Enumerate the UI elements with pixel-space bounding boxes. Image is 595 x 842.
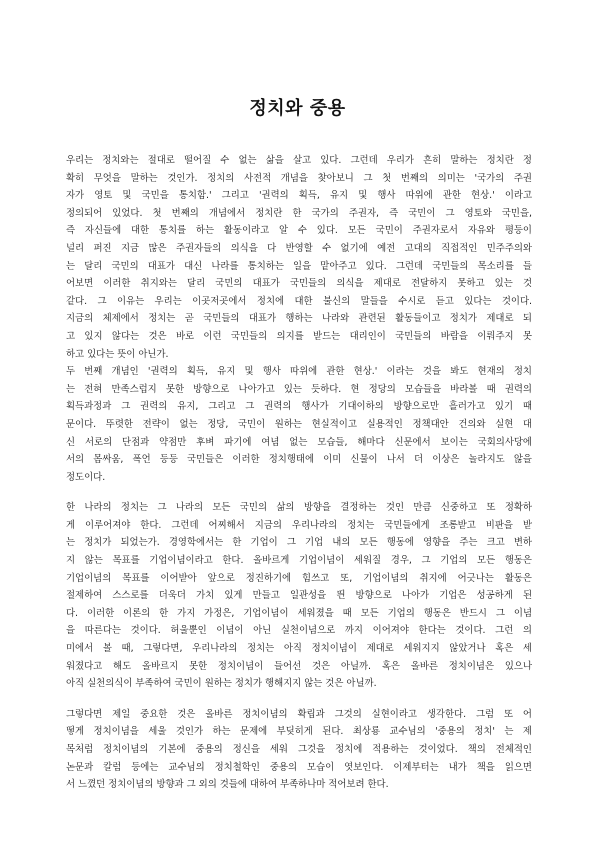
page-title: 정치와 중용 [249,98,346,119]
text-line: 워졌다고 해도 올바르지 못한 정치이념이 들어선 것은 아닐까. 혹은 올바른 정치이념은 있으나 [66,660,532,672]
text-line: 정의되어 있었다. 첫 번째의 개념에서 정치란 한 국가의 주권자, 즉 국민이 그 영토와 국민을, [66,207,532,219]
text-line: 확히 무엇을 말하는 것인가. 정치의 사전적 개념을 찾아보니 그 첫 번째의 의미는 '국가의 주권 [66,172,532,184]
paragraph-1 [66,152,532,486]
text-line: 한 나라의 정치는 그 나라의 모든 국민의 삶의 방향을 결정하는 것인 만큼 신중하고 또 정확하 [66,502,532,514]
text-line: 서 느꼈던 정치이념의 방향과 그 외의 것들에 대하여 부족하나마 적어보려 한다. [66,779,389,791]
text-line: 우리는 정치와는 절대로 떨어질 수 없는 삶을 살고 있다. 그런데 우리가 흔히 말하는 정치란 정 [66,155,532,166]
text-line: 기업이념의 목표를 이어받아 앞으로 정진하기에 힘쓰고 또, 기업이념의 취지에 어긋나는 활동은 [66,572,532,584]
text-line: 서의 몸싸움, 폭언 등등 국민들은 이러한 정치행태에 이미 신물이 나서 더 이상은 놀라지도 않을 [66,454,532,466]
text-line: 지 않는 목표를 기업이념이라고 한다. 올바르게 기업이념이 세워질 경우, 그 기업의 모든 행동은 [66,555,532,567]
document-body [66,152,532,794]
text-line: 논문과 칼럼 등에는 교수님의 정치철학인 중용의 모습이 엿보인다. 이제부터는 내가 책을 읽으면 [66,761,532,773]
text-line: 문이다. 뚜렷한 전략이 없는 정당, 국민이 원하는 현실적이고 실용적인 정책대안 건의와 실현 대 [66,418,532,430]
text-line: 자가 영토 및 국민을 통치함.' 그리고 '권력의 획득, 유지 및 행사 따위에 관한 현상.' 이라고 [66,190,532,202]
text-line: 절제하여 스스로를 더욱더 가치 있게 만들고 일관성을 띈 방향으로 나아가 기업은 성공하게 된 [66,590,532,602]
text-line: 즉 자신들에 대한 통치를 하는 활동이라고 알 수 있다. 모든 국민이 주권자로서 자유와 평등이 [66,225,532,237]
text-line: 떻게 정치이념을 세울 것인가 하는 문제에 부딪히게 된다. 최상룡 교수님의 '중용의 정치' 는 제 [66,726,532,738]
text-line: 하고 있다는 뜻이 아닌가. [66,348,169,360]
paragraph-3 [66,706,532,794]
text-line: 널리 퍼진 지금 많은 주권자들의 의식을 다 반영할 수 없기에 예전 고대의 직접적인 민주주의와 [66,242,532,254]
text-line: 게 이루어져야 한다. 그런데 어찌해서 지금의 우리나라의 정치는 국민들에게 조롱받고 비판을 받 [66,519,532,531]
text-line: 고 있지 않다는 것은 바로 이런 국민들의 의지를 받드는 대리인이 국민들의 바람을 이뤄주지 못 [66,330,532,342]
text-line: 아직 실천의식이 부족하여 국민이 원하는 정치가 행해지지 않는 것은 아닐까. [66,678,377,690]
text-line: 어보면 이러한 취지와는 달리 국민의 대표가 국민들의 의식을 제대로 전달하지 못하고 있는 것 [66,278,532,290]
paragraph-2 [66,499,532,693]
text-line: 같다. 그 이유는 우리는 이곳저곳에서 정치에 대한 불신의 말들을 수시로 듣고 있다는 것이다. [66,295,532,307]
text-line: 정도이다. [66,471,106,483]
text-line: 다. 이러한 이론의 한 가지 가정은, 기업이념이 세워졌을 때 모든 기업의 행동은 반드시 그 이념 [66,607,532,619]
text-line: 미에서 볼 때, 그렇다면, 우리나라의 정치는 아직 정치이념이 제대로 세워지지 않았거나 혹은 세 [66,643,532,655]
text-line: 두 번째 개념인 '권력의 획득, 유지 및 행사 따위에 관한 현상.' 이라는 것을 봐도 현재의 정치 [66,366,532,378]
text-line: 는 전혀 만족스럽지 못한 방향으로 나아가고 있는 듯하다. 현 정당의 모습들을 바라볼 때 권력의 [66,383,532,395]
text-line: 지금의 체제에서 정치는 곧 국민들의 대표가 행하는 나라와 관련된 활동들이고 정치가 제대로 되 [66,313,532,325]
paragraph-spacer [66,486,532,499]
text-line: 는 달리 국민의 대표가 대신 나라를 통치하는 일을 맡아주고 있다. 그런데 국민들의 목소리를 들 [66,260,532,272]
text-line: 을 따른다는 것이다. 허울뿐인 이념이 아닌 실천이념으로 까지 이어져야 한다는 것이다. 그런 의 [66,625,532,637]
text-line: 그렇다면 제일 중요한 것은 올바른 정치이념의 확립과 그것의 실현이라고 생각한다. 그럼 또 어 [66,708,532,720]
text-line: 신 서로의 단점과 약점만 후벼 파기에 여념 없는 모습들, 해마다 신문에서 보이는 국회의사당에 [66,436,532,448]
text-line: 획득과정과 그 권력의 유지, 그리고 그 권력의 행사가 기대이하의 방향으로만 흘러가고 있기 때 [66,401,532,413]
paragraph-spacer [66,693,532,706]
text-line: 목처럼 정치이념의 기본에 중용의 정신을 세워 그것을 정치에 적용하는 것이었다. 책의 전체적인 [66,744,532,755]
text-line: 는 정치가 되었는가. 경영학에서는 한 기업이 그 기업 내의 모든 행동에 영향을 주는 크고 변하 [66,537,532,549]
